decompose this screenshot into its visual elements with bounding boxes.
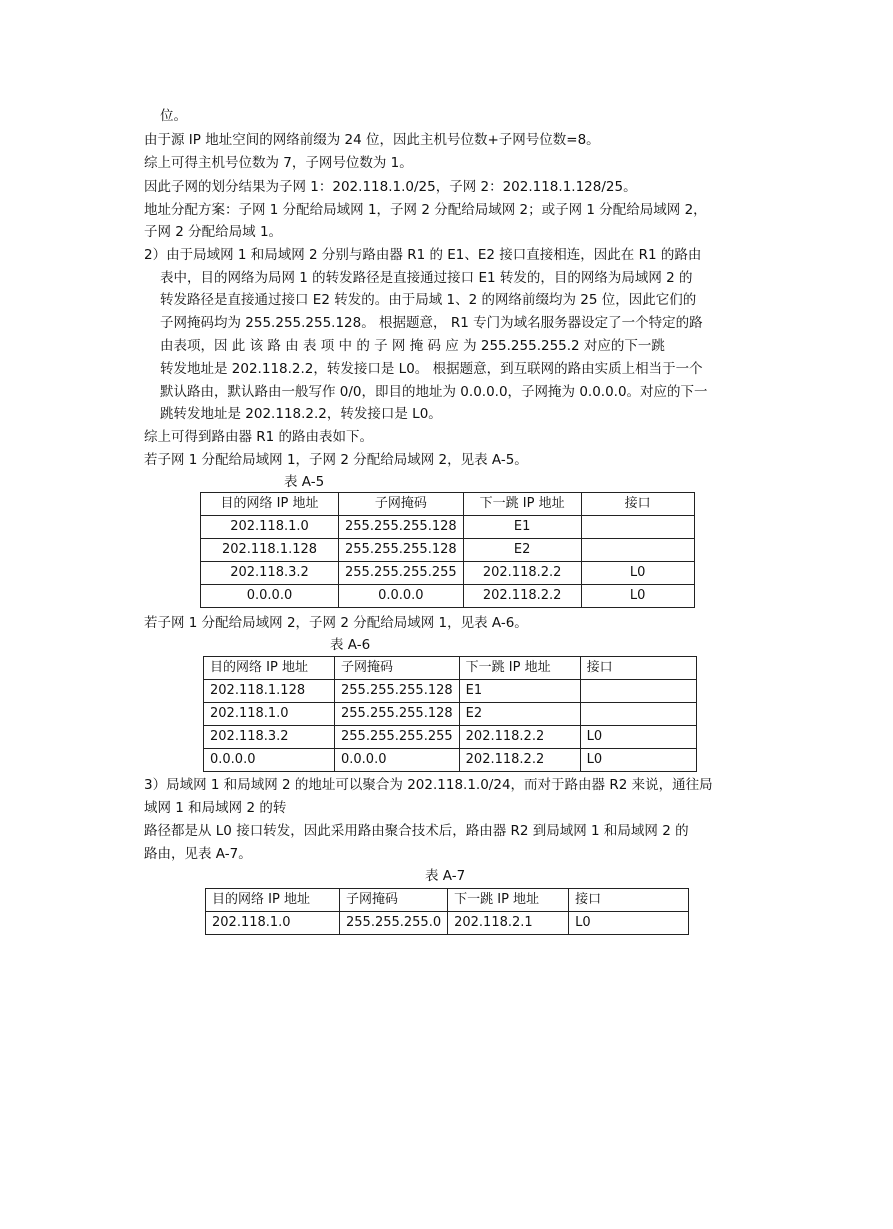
table-cell: 202.118.2.2 (463, 585, 581, 608)
text-line: 子网掩码均为 255.255.255.128。 根据题意， R1 专门为域名服务器设定了一个特定的路 (160, 315, 703, 331)
text-line: 位。 (160, 108, 187, 124)
text-line: 由表项，因 此 该 路 由 表 项 中 的 子 网 掩 码 应 为 255.255.255.2 对应的下一跳 (160, 338, 665, 354)
table-row (204, 680, 697, 703)
text-line: 路由，见表 A-7。 (144, 846, 252, 862)
header-cell: 子网掩码 (335, 657, 460, 680)
text-line: 综上可得主机号位数为 7，子网号位数为 1。 (144, 155, 413, 171)
header-cell: 子网掩码 (339, 493, 464, 516)
table-caption: 表 A-6 (330, 637, 371, 653)
table-cell: E2 (463, 539, 581, 562)
header-cell: 接口 (581, 493, 694, 516)
routing-table-a7 (205, 888, 689, 935)
table-cell: 202.118.2.2 (459, 749, 580, 772)
header-cell: 目的网络 IP 地址 (201, 493, 339, 516)
header-cell: 下一跳 IP 地址 (463, 493, 581, 516)
header-cell: 子网掩码 (340, 889, 448, 912)
table-cell: 255.255.255.128 (335, 680, 460, 703)
table-cell: 202.118.1.0 (201, 516, 339, 539)
header-cell: 目的网络 IP 地址 (204, 657, 335, 680)
table-cell: 0.0.0.0 (339, 585, 464, 608)
table-cell: L0 (580, 749, 696, 772)
table-row (201, 562, 695, 585)
table-cell: 255.255.255.255 (335, 726, 460, 749)
table-cell: E1 (463, 516, 581, 539)
text-line: 路径都是从 L0 接口转发，因此采用路由聚合技术后，路由器 R2 到局域网 1 和局域网 2 的 (144, 823, 689, 839)
table-cell (580, 680, 696, 703)
table-header-row (204, 657, 697, 680)
table-row (201, 516, 695, 539)
table-row (201, 539, 695, 562)
table-row (201, 585, 695, 608)
text-line: 默认路由，默认路由一般写作 0/0，即目的地址为 0.0.0.0，子网掩为 0.0.0.0。对应的下一 (160, 384, 708, 400)
text-line: 域网 1 和局域网 2 的转 (144, 800, 287, 816)
text-line: 因此子网的划分结果为子网 1：202.118.1.0/25，子网 2：202.118.1.128/25。 (144, 179, 637, 195)
table-cell: 0.0.0.0 (335, 749, 460, 772)
table-cell: 255.255.255.128 (339, 516, 464, 539)
header-cell: 目的网络 IP 地址 (206, 889, 340, 912)
table-cell: L0 (581, 585, 694, 608)
table-cell (581, 539, 694, 562)
table-row (206, 912, 689, 935)
table-cell: L0 (569, 912, 689, 935)
text-line: 地址分配方案：子网 1 分配给局域网 1，子网 2 分配给局域网 2；或子网 1 分配给局域网 2， (144, 202, 707, 218)
table-cell: 202.118.2.2 (463, 562, 581, 585)
routing-table-a5 (200, 492, 695, 608)
text-line: 由于源 IP 地址空间的网络前缀为 24 位，因此主机号位数+子网号位数=8。 (144, 132, 600, 148)
text-line: 3）局域网 1 和局域网 2 的地址可以聚合为 202.118.1.0/24，而对于路由器 R2 来说，通往局 (144, 777, 713, 793)
text-line: 若子网 1 分配给局域网 2，子网 2 分配给局域网 1，见表 A-6。 (144, 615, 528, 631)
text-line: 表中，目的网络为局网 1 的转发路径是直接通过接口 E1 转发的，目的网络为局域网 2 的 (160, 270, 693, 286)
table-cell: 0.0.0.0 (204, 749, 335, 772)
text-line: 综上可得到路由器 R1 的路由表如下。 (144, 429, 374, 445)
text-line: 转发地址是 202.118.2.2，转发接口是 L0。 根据题意，到互联网的路由实质上相当于一个 (160, 361, 703, 377)
routing-table-a6 (203, 656, 697, 772)
table-caption: 表 A-5 (284, 474, 325, 490)
table-cell: 202.118.2.2 (459, 726, 580, 749)
header-cell: 下一跳 IP 地址 (459, 657, 580, 680)
table-cell: 202.118.3.2 (204, 726, 335, 749)
table-cell: 0.0.0.0 (201, 585, 339, 608)
table-cell: L0 (580, 726, 696, 749)
table-cell: 202.118.1.0 (206, 912, 340, 935)
table-cell: E1 (459, 680, 580, 703)
table-caption: 表 A-7 (425, 868, 466, 884)
header-cell: 接口 (580, 657, 696, 680)
table-cell: 255.255.255.128 (335, 703, 460, 726)
table-row (204, 703, 697, 726)
table-cell: E2 (459, 703, 580, 726)
text-line: 2）由于局域网 1 和局域网 2 分别与路由器 R1 的 E1、E2 接口直接相连，因此在 R1 的路由 (144, 247, 702, 263)
table-cell: 255.255.255.0 (340, 912, 448, 935)
header-cell: 接口 (569, 889, 689, 912)
table-cell: L0 (581, 562, 694, 585)
table-cell (581, 516, 694, 539)
table-header-row (206, 889, 689, 912)
table-cell: 202.118.1.0 (204, 703, 335, 726)
table-cell: 202.118.3.2 (201, 562, 339, 585)
table-cell: 255.255.255.128 (339, 539, 464, 562)
text-line: 若子网 1 分配给局域网 1，子网 2 分配给局域网 2，见表 A-5。 (144, 452, 528, 468)
text-line: 转发路径是直接通过接口 E2 转发的。由于局域 1、2 的网络前缀均为 25 位，因此它们的 (160, 292, 697, 308)
text-line: 子网 2 分配给局域 1。 (144, 224, 283, 240)
table-cell (580, 703, 696, 726)
text-line: 跳转发地址是 202.118.2.2，转发接口是 L0。 (160, 406, 442, 422)
table-header-row (201, 493, 695, 516)
table-cell: 202.118.1.128 (204, 680, 335, 703)
table-cell: 255.255.255.255 (339, 562, 464, 585)
table-row (204, 749, 697, 772)
header-cell: 下一跳 IP 地址 (448, 889, 569, 912)
table-row (204, 726, 697, 749)
table-cell: 202.118.2.1 (448, 912, 569, 935)
table-cell: 202.118.1.128 (201, 539, 339, 562)
